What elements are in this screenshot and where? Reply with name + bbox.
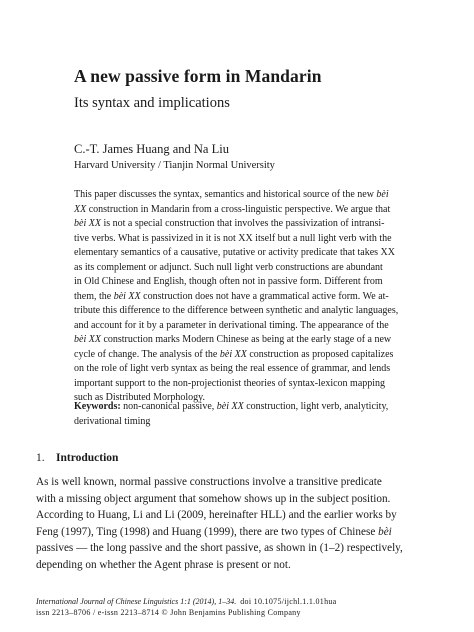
article-subtitle: Its syntax and implications (74, 95, 230, 111)
abstract-line: as its complement or adjunct. Such null light verb constructions are abundant (74, 261, 383, 273)
abstract-line: cycle of change. The analysis of the bèi XX construction as proposed capitalizes (74, 348, 394, 360)
abstract-line: on the role of light verb syntax as being the real essence of grammar, and lends (74, 363, 391, 374)
abstract-line: bèi XX construction marks Modern Chinese as being at the early stage of a new (74, 334, 392, 345)
abstract-line: tribute this difference to the difference between synthetic and analytic languages, (74, 305, 399, 316)
body-line: depending on whether the Agent phrase is present or not. (36, 558, 291, 571)
abstract-line: in Old Chinese and English, though often not in passive form. Different from (74, 276, 383, 287)
body-line: passives — the long passive and the short passive, as shown in (1–2) respectively, (36, 542, 403, 555)
abstract-line: such as Distributed Morphology. (74, 392, 206, 403)
abstract-line: them, the bèi XX construction does not have a grammatical active form. We at- (74, 290, 389, 302)
footer-doi: doi 10.1075/ijchl.1.1.01hua (240, 597, 337, 606)
abstract-line: XX construction in Mandarin from a cross-linguistic perspective. We argue that (74, 203, 391, 215)
section-title: Introduction (56, 452, 119, 464)
body-line: with a missing object argument that somehow shows up in the subject position. (36, 492, 391, 505)
article-title: A new passive form in Mandarin (74, 66, 322, 86)
abstract (74, 188, 424, 406)
body-line: According to Huang, Li and Li (2009, hereinafter HLL) and the earlier works by (36, 509, 397, 522)
keywords (74, 400, 424, 429)
abstract-line: elementary semantics of a causative, putative or activity predicate that takes XX (74, 247, 395, 258)
footer-citation: International Journal of Chinese Linguistics 1:1 (2014), 1–34. doi 10.1075/ijchl.1.1.01hua (36, 597, 337, 606)
section-number: 1. (36, 452, 45, 464)
footer-issn: issn 2213–8706 / e-issn 2213–8714 © John Benjamins Publishing Company (36, 608, 301, 617)
journal-footer (36, 596, 440, 618)
abstract-line: This paper discusses the syntax, semantics and historical source of the new bèi (74, 189, 389, 200)
abstract-line: important support to the non-projectionist theories of syntax-lexicon mapping (74, 377, 386, 389)
keywords-line: derivational timing (74, 415, 151, 427)
keywords-line: Keywords: non-canonical passive, bèi XX construction, light verb, analyticity, (74, 401, 389, 412)
abstract-line: bèi XX is not a special construction that involves the passivization of intransi- (74, 218, 385, 229)
author-affiliation: Harvard University / Tianjin Normal University (74, 160, 275, 171)
author-names: C.-T. James Huang and Na Liu (74, 142, 229, 156)
body-text (36, 474, 440, 574)
keywords-label: Keywords: (74, 401, 121, 412)
body-line: As is well known, normal passive constructions involve a transitive predicate (36, 476, 382, 488)
abstract-line: tive verbs. What is passivized in it is not XX itself but a null light verb with the (74, 232, 392, 244)
body-line: Feng (1997), Ting (1998) and Huang (1999), there are two types of Chinese bèi (36, 525, 392, 538)
abstract-line: and account for it by a parameter in derivational timing. The appearance of the (74, 319, 389, 331)
section-heading (36, 452, 118, 464)
